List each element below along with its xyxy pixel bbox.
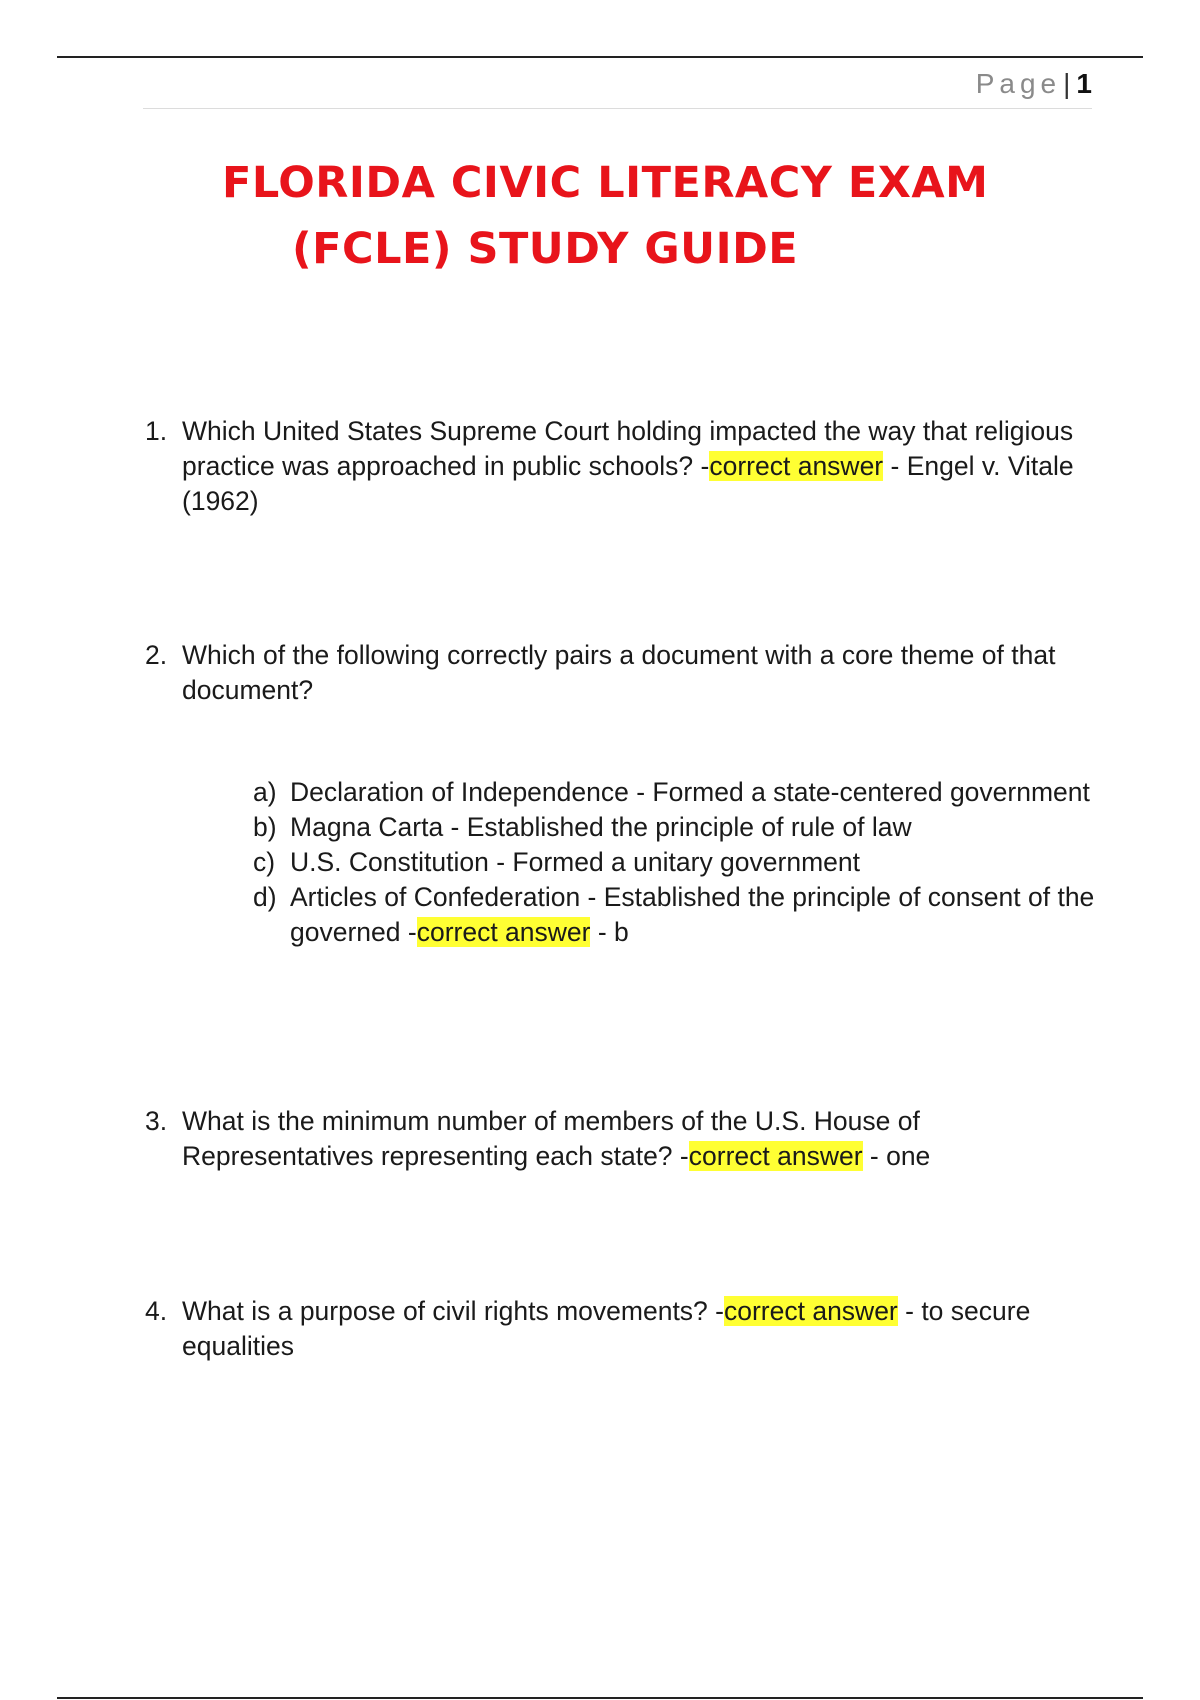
correct-answer-highlight: correct answer [688,1141,863,1171]
question-2-options [253,775,1113,950]
question-number: 4. [145,1296,168,1326]
page-header [976,68,1092,100]
question-1 [145,414,1105,519]
question-text: What is the minimum number of members of the U.S. House of Representatives representing each state? -correct answer - one [182,1106,931,1171]
option-text: Declaration of Independence - Formed a state-centered government [290,777,1090,807]
bottom-rule [57,1697,1143,1699]
question-text: Which United States Supreme Court holding impacted the way that religious practice was approached in public schools? -correct answer - Engel v. Vitale (1962) [182,416,1074,516]
option-letter: b) [253,812,277,842]
answer-text: - to secure equalities [182,1296,1031,1361]
option-text: Magna Carta - Established the principle of rule of law [290,812,912,842]
question-number: 2. [145,640,168,670]
question-text: Which of the following correctly pairs a document with a core theme of that document? [182,640,1056,705]
option-letter: d) [253,882,277,912]
correct-answer-highlight: correct answer [709,451,884,481]
correct-answer-highlight: correct answer [723,1296,898,1326]
page-label: Page [975,68,1062,99]
answer-text: - one [862,1141,931,1171]
question-text: What is a purpose of civil rights movements? -correct answer - to secure equalities [182,1296,1031,1361]
question-2 [145,638,1105,708]
page-number: 1 [1076,68,1092,99]
document-title [222,150,988,282]
answer-text: - Engel v. Vitale (1962) [182,451,1074,516]
correct-answer-highlight: correct answer [416,917,591,947]
top-rule [57,56,1143,58]
option-a [253,775,1113,810]
option-text: Articles of Confederation - Established the principle of consent of the governed -correct answer - b [290,882,1095,947]
option-letter: a) [253,777,277,807]
page-separator: | [1063,68,1071,99]
question-number: 3. [145,1106,168,1136]
title-line-2: (FCLE) STUDY GUIDE [292,224,799,274]
option-d [253,880,1113,950]
answer-text: - b [590,917,629,947]
question-3 [145,1104,1105,1174]
question-number: 1. [145,416,168,446]
option-text: U.S. Constitution - Formed a unitary government [290,847,860,877]
option-letter: c) [253,847,276,877]
header-divider [143,108,1092,109]
question-4 [145,1294,1105,1364]
option-b [253,810,1113,845]
option-c [253,845,1113,880]
title-line-1: FLORIDA CIVIC LITERACY EXAM [222,158,989,208]
